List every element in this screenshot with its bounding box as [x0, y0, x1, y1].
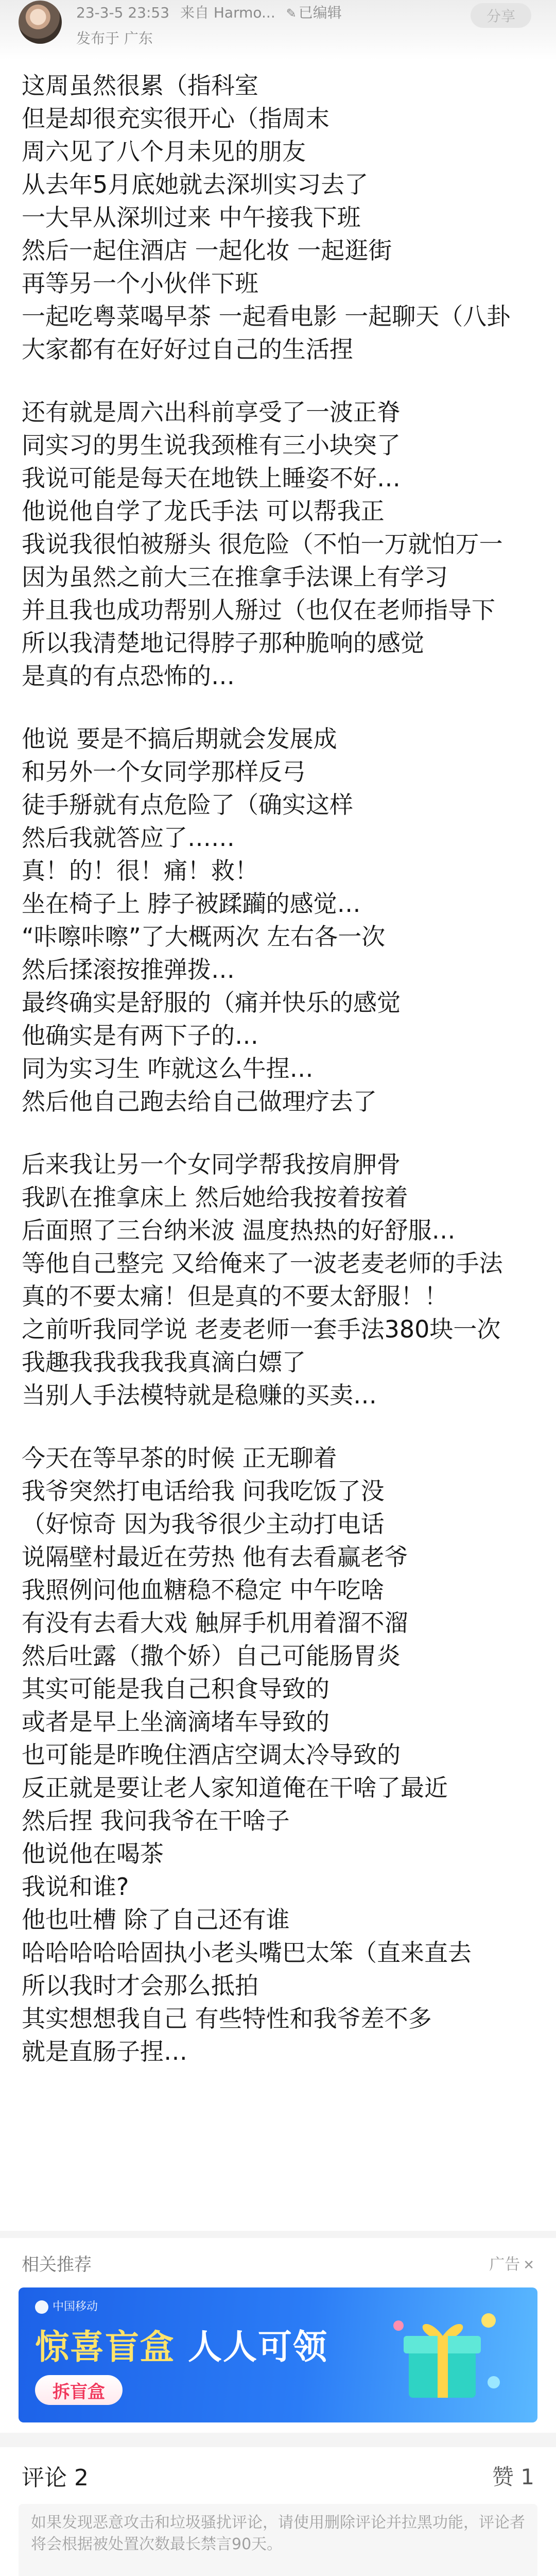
- post-text-line: 一起吃粤菜喝早茶 一起看电影 一起聊天（八卦: [22, 302, 511, 330]
- post-paragraph: [22, 396, 536, 692]
- post-header: [0, 0, 556, 60]
- post-text-line: 或者是早上坐滴滴堵车导致的: [22, 1708, 329, 1736]
- ad-brand-logo: 中国移动: [35, 2298, 98, 2314]
- post-text-line: 因为虽然之前大三在推拿手法课上有学习: [22, 563, 448, 591]
- post-text-line: 最终确实是舒服的（痛并快乐的感觉: [22, 989, 401, 1016]
- post-text-line: 真的不要太痛！但是真的不要太舒服！！: [22, 1282, 448, 1310]
- post-text-line: 有没有去看大戏 触屏手机用着溜不溜: [22, 1609, 408, 1637]
- post-text-line: 再等另一个小伙伴下班: [22, 269, 258, 297]
- post-text-line: 然后我就答应了……: [22, 824, 235, 852]
- post-text-line: （好惊奇 因为我爷很少主动打电话: [22, 1510, 385, 1538]
- section-divider: [0, 2433, 556, 2447]
- post-text-line: 真！的！很！痛！救！: [22, 857, 258, 885]
- post-text-line: 然后吐露（撒个娇）自己可能肠胃炎: [22, 1642, 401, 1670]
- post-paragraph: [22, 69, 536, 366]
- related-header: [0, 2231, 556, 2287]
- post-text-line: 他确实是有两下子的…: [22, 1022, 258, 1049]
- post-text-line: 然后他自己跑去给自己做理疗去了: [22, 1088, 377, 1115]
- post-text-line: 之前听我同学说 老麦老师一套手法380块一次: [22, 1315, 501, 1343]
- comment-count-title[interactable]: 评论 2: [22, 2465, 89, 2491]
- post-text-line: 今天在等早茶的时候 正无聊着: [22, 1444, 337, 1472]
- post-text-line: 我爷突然打电话给我 问我吃饭了没: [22, 1477, 385, 1505]
- post-text-line: 从去年5月底她就去深圳实习去了: [22, 171, 369, 198]
- edited-label: 已编辑: [298, 4, 342, 21]
- ad-open-box-button[interactable]: 拆盲盒: [35, 2375, 123, 2405]
- post-text-line: 他也吐槽 除了自己还有谁: [22, 1906, 290, 1934]
- post-text-line: 我趣我我我我我真滴白嫖了: [22, 1348, 306, 1376]
- post-text-line: 大家都有在好好过自己的生活捏: [22, 335, 353, 363]
- post-paragraph: [22, 1442, 536, 2068]
- post-text-line: 但是却很充实很开心（指周末: [22, 105, 329, 132]
- post-text-line: 同实习的男生说我颈椎有三小块突了: [22, 431, 401, 459]
- post-text-line: 他说他在喝茶: [22, 1840, 164, 1868]
- post-text-line: “咔嚓咔嚓”了大概两次 左右各一次: [22, 923, 386, 951]
- post-text-line: 他说 要是不搞后期就会发展成: [22, 725, 337, 753]
- related-title: 相关推荐: [22, 2254, 92, 2275]
- post-text-line: 其实可能是我自己积食导致的: [22, 1675, 329, 1703]
- post-meta: [76, 2, 342, 48]
- post-text-line: 一大早从深圳过来 中午接我下班: [22, 204, 361, 231]
- post-text-line: 然后揉滚按推弹拨…: [22, 956, 235, 984]
- post-date: 23-3-5 23:53: [76, 4, 170, 21]
- post-text-line: 我照例问他血糖稳不稳定 中午吃啥: [22, 1576, 385, 1604]
- ad-tag[interactable]: 广告 ✕: [489, 2256, 534, 2274]
- post-content: [22, 69, 536, 2098]
- post-text-line: 他说他自学了龙氏手法 可以帮我正: [22, 497, 385, 525]
- post-paragraph: [22, 1148, 536, 1412]
- moderation-notice: 如果发现恶意攻击和垃圾骚扰评论，请使用删除评论并拉黑功能，评论者将会根据被处置次数最长禁言90天。: [19, 2504, 537, 2576]
- post-source: 来自 Harmo...: [180, 4, 275, 21]
- post-text-line: 这周虽然很累（指科室: [22, 72, 258, 99]
- share-button[interactable]: 分享: [471, 3, 531, 28]
- post-text-line: 我说可能是每天在地铁上睡姿不好…: [22, 464, 401, 492]
- post-text-line: 反正就是要让老人家知道俺在干啥了最近: [22, 1774, 448, 1802]
- post-text-line: 哈哈哈哈哈固执小老头嘴巴太笨（直来直去: [22, 1939, 472, 1967]
- author-avatar[interactable]: [19, 1, 62, 44]
- post-location: 发布于 广东: [76, 30, 153, 47]
- post-text-line: 其实想想我自己 有些特性和我爷差不多: [22, 2005, 432, 2032]
- post-text-line: 同为实习生 咋就这么牛捏…: [22, 1055, 314, 1082]
- ad-banner[interactable]: [19, 2287, 537, 2422]
- post-text-line: 还有就是周六出科前享受了一波正脊: [22, 398, 401, 426]
- post-text-line: 坐在椅子上 脖子被蹂躏的感觉…: [22, 890, 361, 918]
- gift-box-icon: [378, 2305, 507, 2408]
- like-count[interactable]: 赞 1: [492, 2464, 534, 2489]
- post-text-line: 当别人手法模特就是稳赚的买卖…: [22, 1381, 377, 1409]
- post-text-line: 所以我时才会那么抵拍: [22, 1972, 258, 1999]
- post-text-line: 是真的有点恐怖的…: [22, 662, 235, 690]
- post-text-line: 周六见了八个月未见的朋友: [22, 138, 306, 165]
- post-text-line: 也可能是昨晚住酒店空调太冷导致的: [22, 1741, 401, 1769]
- post-text-line: 然后一起住酒店 一起化妆 一起逛街: [22, 236, 392, 264]
- post-text-line: 后面照了三台纳米波 温度热热的好舒服…: [22, 1216, 456, 1244]
- edit-pencil-icon: ✎: [286, 6, 297, 21]
- post-paragraph: [22, 722, 536, 1118]
- close-icon[interactable]: ✕: [523, 2258, 534, 2273]
- post-text-line: 我说我很怕被掰头 很危险（不怕一万就怕万一: [22, 530, 503, 558]
- post-text-line: 徒手掰就有点危险了（确实这样: [22, 791, 353, 819]
- brand-logo-icon: [35, 2300, 48, 2314]
- post-text-line: 我趴在推拿床上 然后她给我按着按着: [22, 1183, 408, 1211]
- post-text-line: 我说和谁?: [22, 1873, 129, 1901]
- post-text-line: 等他自己整完 又给俺来了一波老麦老师的手法: [22, 1249, 503, 1277]
- post-text-line: 然后捏 我问我爷在干啥子: [22, 1807, 290, 1835]
- post-text-line: 和另外一个女同学那样反弓: [22, 758, 306, 786]
- comment-header: [0, 2447, 556, 2504]
- post-text-line: 后来我让另一个女同学帮我按肩胛骨: [22, 1150, 401, 1178]
- post-text-line: 就是直肠子捏…: [22, 2038, 187, 2065]
- post-text-line: 说隔壁村最近在劳热 他有去看赢老爷: [22, 1543, 408, 1571]
- post-text-line: 所以我清楚地记得脖子那种脆响的感觉: [22, 629, 424, 657]
- post-text-line: 并且我也成功帮别人掰过（也仅在老师指导下: [22, 596, 495, 624]
- ad-slogan: 惊喜盲盒 人人可领: [35, 2327, 328, 2367]
